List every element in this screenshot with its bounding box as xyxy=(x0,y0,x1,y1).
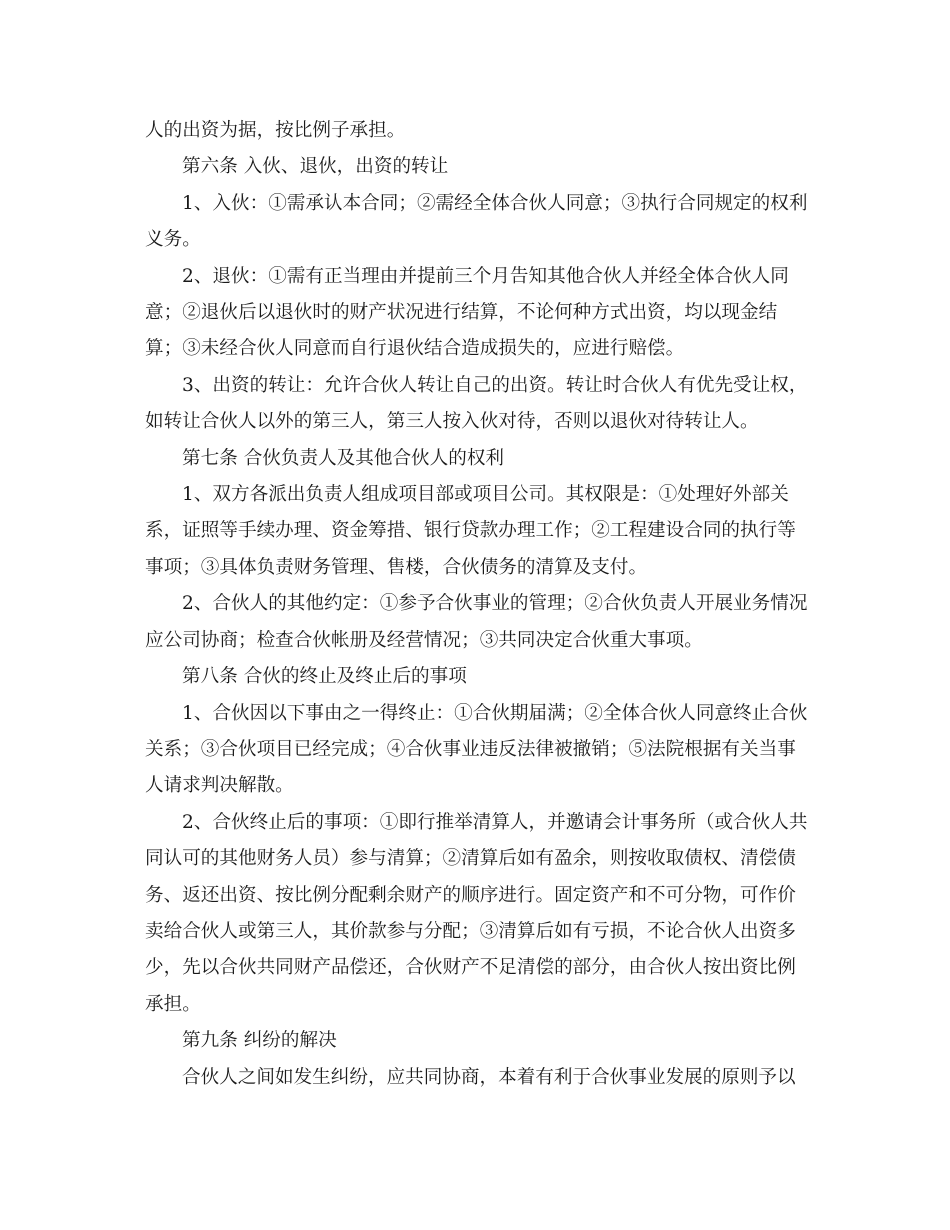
text-line: 1、合伙因以下事由之一得终止：①合伙期届满；②全体合伙人同意终止合伙 xyxy=(182,702,808,724)
section-heading: 第八条 合伙的终止及终止后的事项 xyxy=(182,666,467,688)
text-line: 关系；③合伙项目已经完成；④合伙事业违反法律被撤销；⑤法院根据有关当事 xyxy=(145,738,796,760)
text-line: 3、出资的转让：允许合伙人转让自己的出资。转让时合伙人有优先受让权， xyxy=(182,374,808,396)
text-line: 算；③未经合伙人同意而自行退伙结合造成损失的，应进行赔偿。 xyxy=(145,338,685,360)
text-line: 应公司协商；检查合伙帐册及经营情况；③共同决定合伙重大事项。 xyxy=(145,629,703,651)
text-line: 1、双方各派出负责人组成项目部或项目公司。其权限是：①处理好外部关 xyxy=(182,484,789,506)
section-heading: 第七条 合伙负责人及其他合伙人的权利 xyxy=(182,447,505,469)
section-heading: 第九条 纠纷的解决 xyxy=(182,1030,337,1052)
text-line: 合伙人之间如发生纠纷，应共同协商，本着有利于合伙事业发展的原则予以 xyxy=(182,1066,796,1088)
text-line: 少，先以合伙共同财产品偿还，合伙财产不足清偿的部分，由合伙人按出资比例 xyxy=(145,957,796,979)
text-line: 义务。 xyxy=(145,229,201,251)
text-line: 承担。 xyxy=(145,993,201,1015)
text-line: 2、合伙人的其他约定：①参予合伙事业的管理；②合伙负责人开展业务情况 xyxy=(182,593,808,615)
text-line: 事项；③具体负责财务管理、售楼，合伙债务的清算及支付。 xyxy=(145,556,648,578)
text-line: 2、合伙终止后的事项：①即行推举清算人，并邀请会计事务所（或合伙人共 xyxy=(182,811,808,833)
document-body xyxy=(145,113,808,1096)
text-line: 2、退伙：①需有正当理由并提前三个月告知其他合伙人并经全体合伙人同 xyxy=(182,265,789,287)
text-line: 如转让合伙人以外的第三人，第三人按入伙对待，否则以退伙对待转让人。 xyxy=(145,411,759,433)
text-line: 务、返还出资、按比例分配剩余财产的顺序进行。固定资产和不可分物，可作价 xyxy=(145,884,796,906)
text-line: 人请求判决解散。 xyxy=(145,775,294,797)
text-line: 人的出资为据，按比例子承担。 xyxy=(145,120,406,141)
text-line: 意；②退伙后以退伙时的财产状况进行结算，不论何种方式出资，均以现金结 xyxy=(145,302,778,324)
text-line: 同认可的其他财务人员）参与清算；②清算后如有盈余，则按收取债权、清偿债 xyxy=(145,848,796,870)
text-line: 系，证照等手续办理、资金筹措、银行贷款办理工作；②工程建设合同的执行等 xyxy=(145,520,796,542)
text-line: 卖给合伙人或第三人，其价款参与分配；③清算后如有亏损，不论合伙人出资多 xyxy=(145,920,796,942)
text-line: 1、入伙：①需承认本合同；②需经全体合伙人同意；③执行合同规定的权利 xyxy=(182,192,808,214)
section-heading: 第六条 入伙、退伙，出资的转让 xyxy=(182,156,449,178)
